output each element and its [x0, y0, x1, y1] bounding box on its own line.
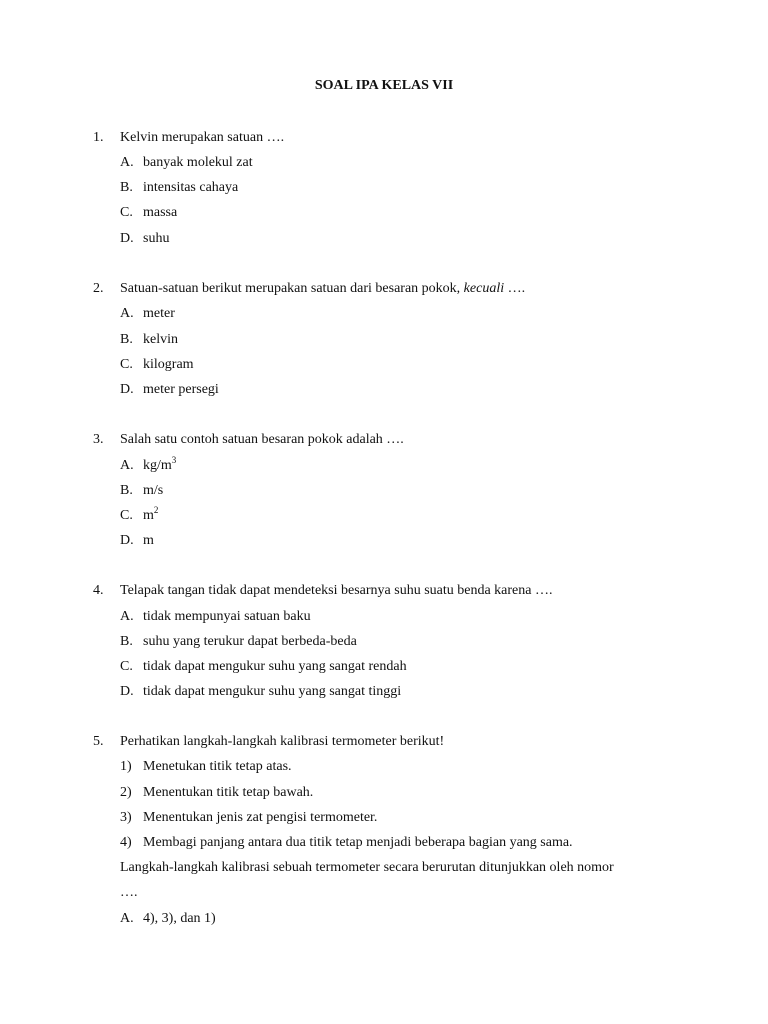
- option-text-base: m: [143, 508, 154, 523]
- step-text: Membagi panjang antara dua titik tetap menjadi beberapa bagian yang sama.: [143, 835, 573, 850]
- option-text: tidak dapat mengukur suhu yang sangat rendah: [143, 659, 407, 674]
- question-prompt: Langkah-langkah kalibrasi sebuah termometer secara berurutan ditunjukkan oleh nomor: [120, 860, 614, 875]
- superscript: 3: [171, 455, 177, 465]
- option-label: C.: [120, 357, 133, 372]
- superscript: 2: [153, 505, 159, 515]
- question-text-part: Satuan-satuan berikut merupakan satuan dari besaran pokok,: [120, 281, 464, 296]
- option-text-base: kg/m: [143, 458, 172, 473]
- option-label: D.: [120, 382, 134, 397]
- option-label: A.: [120, 609, 134, 624]
- question-text: Salah satu contoh satuan besaran pokok adalah ….: [120, 432, 404, 447]
- option-label: A.: [120, 306, 134, 321]
- option-label: C.: [120, 205, 133, 220]
- option-text: kilogram: [143, 357, 194, 372]
- question-number: 1.: [93, 130, 104, 145]
- option-text: suhu: [143, 231, 170, 246]
- option-text: meter: [143, 306, 175, 321]
- option-text: m: [143, 533, 154, 548]
- question-text: Telapak tangan tidak dapat mendeteksi besarnya suhu suatu benda karena ….: [120, 583, 553, 598]
- option-text: [143, 507, 158, 525]
- question-text: Kelvin merupakan satuan ….: [120, 130, 285, 145]
- option-label: A.: [120, 911, 134, 926]
- step-label: 4): [120, 835, 132, 850]
- question-text: Perhatikan langkah-langkah kalibrasi termometer berikut!: [120, 734, 445, 749]
- question-text: [120, 280, 525, 298]
- option-text: m/s: [143, 483, 164, 498]
- option-label: D.: [120, 684, 134, 699]
- question-text-emphasis: kecuali: [463, 281, 505, 296]
- step-label: 2): [120, 785, 132, 800]
- option-text: suhu yang terukur dapat berbeda-beda: [143, 634, 357, 649]
- option-text: meter persegi: [143, 382, 219, 397]
- step-text: Menentukan jenis zat pengisi termometer.: [143, 810, 378, 825]
- option-label: C.: [120, 508, 133, 523]
- question-number: 4.: [93, 583, 104, 598]
- option-label: A.: [120, 458, 134, 473]
- question-number: 2.: [93, 281, 104, 296]
- page-title: SOAL IPA KELAS VII: [314, 78, 454, 93]
- option-text: tidak dapat mengukur suhu yang sangat tinggi: [143, 684, 402, 699]
- question-number: 3.: [93, 432, 104, 447]
- option-text: [143, 457, 176, 475]
- option-text: kelvin: [143, 332, 178, 347]
- option-label: B.: [120, 483, 133, 498]
- question-text-part: ….: [504, 281, 526, 296]
- option-label: D.: [120, 533, 134, 548]
- option-text: intensitas cahaya: [143, 180, 239, 195]
- step-text: Menentukan titik tetap bawah.: [143, 785, 314, 800]
- option-label: A.: [120, 155, 134, 170]
- question-number: 5.: [93, 734, 104, 749]
- step-label: 3): [120, 810, 132, 825]
- option-label: B.: [120, 332, 133, 347]
- option-label: B.: [120, 634, 133, 649]
- option-text: tidak mempunyai satuan baku: [143, 609, 311, 624]
- option-text: banyak molekul zat: [143, 155, 253, 170]
- option-label: C.: [120, 659, 133, 674]
- step-label: 1): [120, 759, 132, 774]
- step-text: Menetukan titik tetap atas.: [143, 759, 292, 774]
- question-prompt-ellipsis: ….: [120, 885, 138, 900]
- option-label: D.: [120, 231, 134, 246]
- option-text: 4), 3), dan 1): [143, 911, 216, 926]
- option-label: B.: [120, 180, 133, 195]
- option-text: massa: [143, 205, 178, 220]
